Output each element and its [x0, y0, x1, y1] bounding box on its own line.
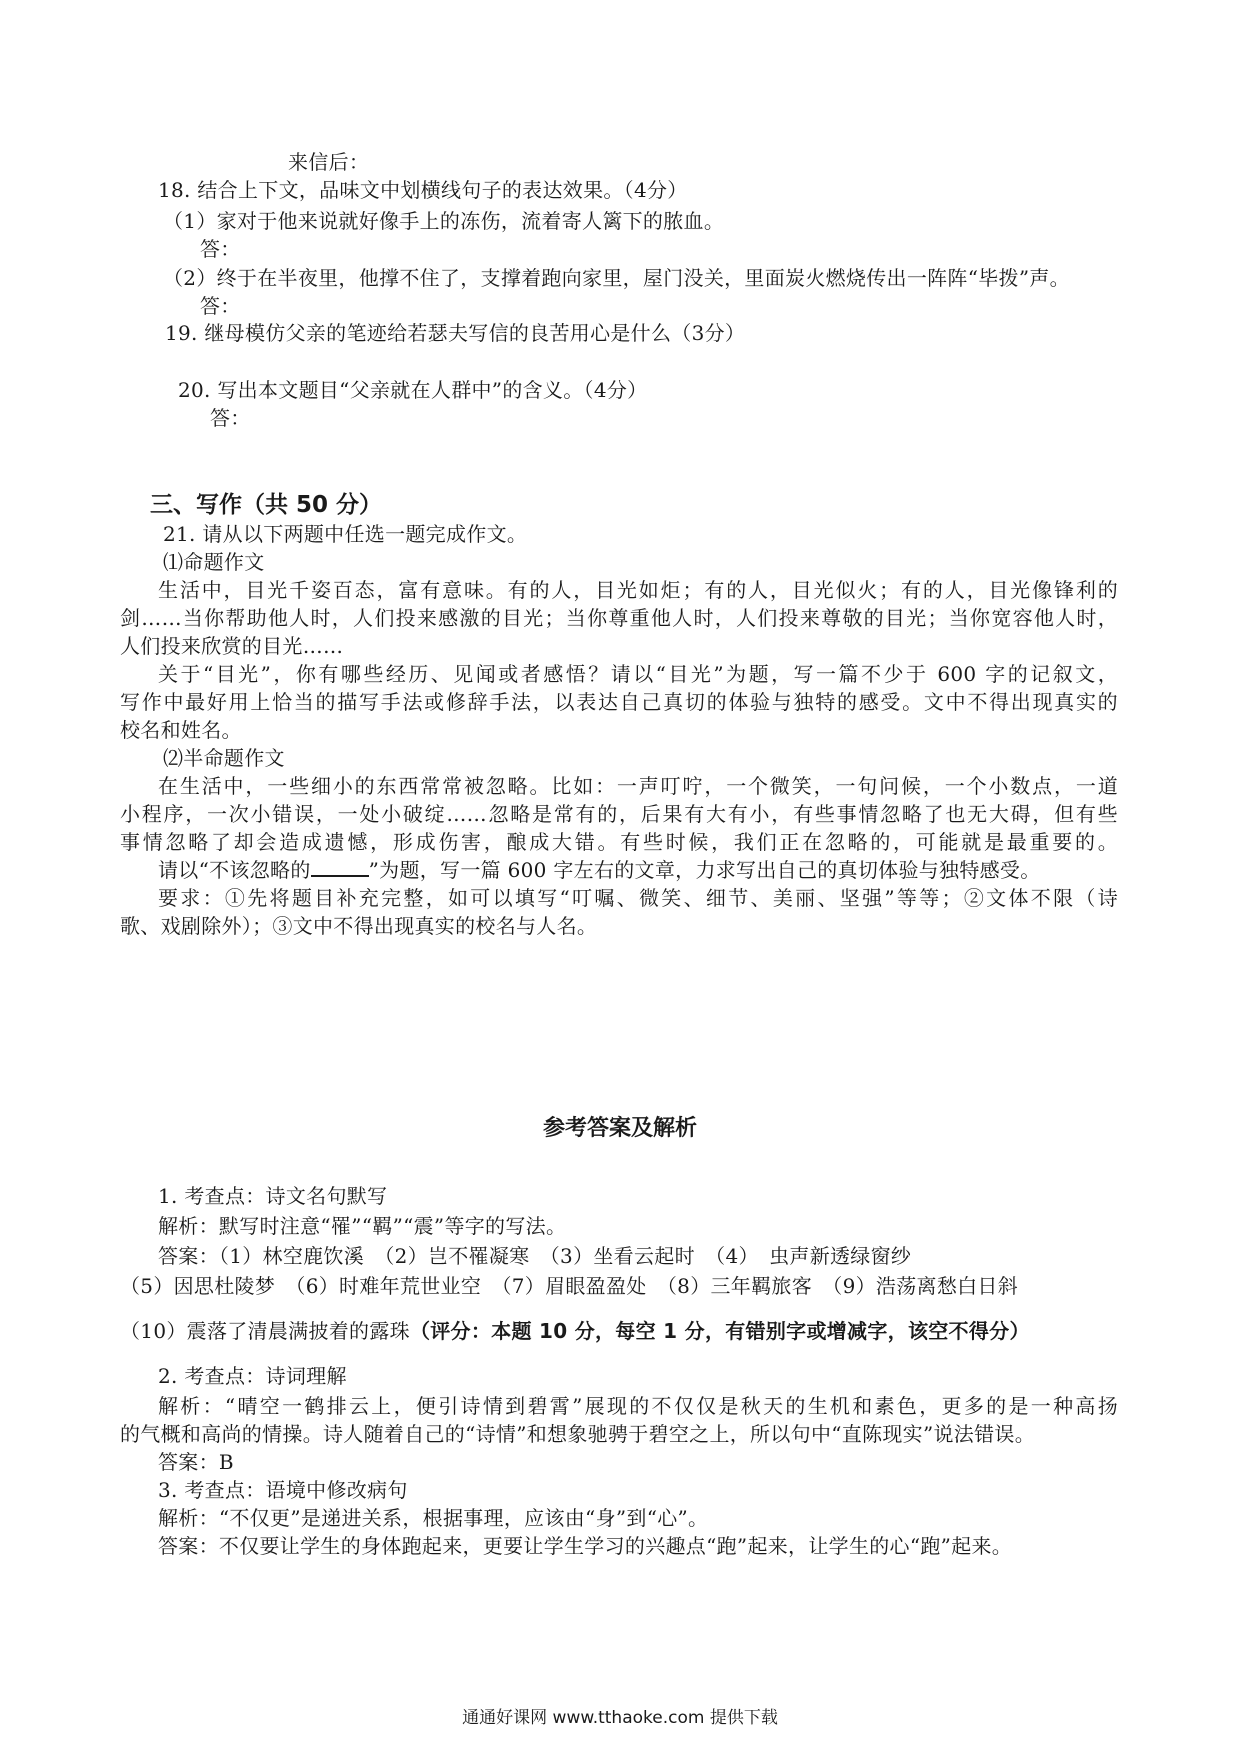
answer-2-point: 2. 考查点：诗词理解: [158, 1364, 347, 1388]
answer-1-line: [120, 1318, 1030, 1344]
footer-source: 通通好课网 www.tthaoke.com 提供下载: [462, 1708, 778, 1728]
line-lxh: 来信后：: [288, 150, 370, 174]
prompt-1-line: 生活中，目光千姿百态，富有意味。有的人，目光如炬；有的人，目光似火；有的人，目光像锋利的: [158, 578, 1118, 602]
requirement-line: 歌、戏剧除外）；③文中不得出现真实的校名与人名。: [120, 914, 598, 938]
answer-3-analysis: 解析：“不仅更”是递进关系，根据事理，应该由“身”到“心”。: [158, 1506, 709, 1530]
prompt-3-line: 在生活中，一些细小的东西常常被忽略。比如：一声叮咛，一个微笑，一句问候，一个小数点，一道: [158, 774, 1118, 798]
prompt-4-line: [158, 857, 1041, 883]
prompt-3-line: 小程序，一次小错误，一处小破绽……忽略是常有的，后果有大有小，有些事情忽略了也无大碍，但有些: [120, 802, 1118, 826]
prompt-2-line: 写作中最好用上恰当的描写手法或修辞手法，以表达自己真切的体验与独特的感受。文中不得出现真实的: [120, 690, 1118, 714]
answer-1-line-pre: （10）震落了清晨满披着的露珠: [120, 1319, 410, 1343]
answer-label: 答：: [200, 294, 241, 318]
fill-blank: [311, 857, 369, 877]
prompt-4-pre: 请以“不该忽略的: [158, 858, 311, 882]
requirement-line: 要求：①先将题目补充完整，如可以填写“叮嘱、微笑、细节、美丽、坚强”等等；②文体不限（诗: [158, 886, 1118, 910]
answer-2-analysis: 的气概和高尚的情操。诗人随着自己的“诗情”和想象驰骋于碧空之上，所以句中“直陈现实”说法错误。: [120, 1422, 1035, 1446]
prompt-3-line: 事情忽略了却会造成遗憾，形成伤害，酿成大错。有些时候，我们正在忽略的，可能就是最重要的。: [120, 830, 1118, 854]
prompt-1-line: 人们投来欣赏的目光……: [120, 634, 344, 658]
answer-1-line: 答案：（1）林空鹿饮溪 （2）岂不罹凝寒 （3）坐看云起时 （4） 虫声新透绿窗纱: [158, 1244, 912, 1268]
answer-label: 答：: [210, 406, 251, 430]
prompt-2-line: 关于“目光”，你有哪些经历、见闻或者感悟？请以“目光”为题，写一篇不少于 600 字的记叙文，: [158, 662, 1118, 686]
answer-2-answer: 答案：B: [158, 1450, 234, 1474]
question-18-title: 18. 结合上下文，品味文中划横线句子的表达效果。（4分）: [158, 178, 688, 202]
question-20: 20. 写出本文题目“父亲就在人群中”的含义。（4分）: [178, 378, 648, 402]
option-1-label: ⑴命题作文: [163, 550, 265, 574]
answer-3-point: 3. 考查点：语境中修改病句: [158, 1478, 408, 1502]
answers-title: 参考答案及解析: [542, 1116, 697, 1141]
prompt-4-post: ”为题，写一篇 600 字左右的文章，力求写出自己的真切体验与独特感受。: [368, 858, 1041, 882]
answer-3-answer: 答案：不仅要让学生的身体跑起来，更要让学生学习的兴趣点“跑”起来，让学生的心“跑”起来。: [158, 1534, 1013, 1558]
answer-1-point: 1. 考查点：诗文名句默写: [158, 1184, 388, 1208]
question-18-item-2: （2）终于在半夜里，他撑不住了，支撑着跑向家里，屋门没关，里面炭火燃烧传出一阵阵“毕拨”声。: [163, 266, 1070, 290]
answer-label: 答：: [200, 237, 241, 261]
answer-2-analysis: 解析：“晴空一鹤排云上，便引诗情到碧霄”展现的不仅仅是秋天的生机和素色，更多的是一种高扬: [158, 1394, 1118, 1418]
question-21: 21. 请从以下两题中任选一题完成作文。: [163, 522, 528, 546]
question-19: 19. 继母模仿父亲的笔迹给若瑟夫写信的良苦用心是什么（3分）: [165, 321, 746, 345]
option-2-label: ⑵半命题作文: [163, 746, 285, 770]
question-18-item-1: （1）家对于他来说就好像手上的冻伤，流着寄人篱下的脓血。: [163, 209, 725, 233]
scoring-note: （评分：本题 10 分，每空 1 分，有错别字或增减字，该空不得分）: [409, 1319, 1030, 1343]
answer-1-analysis: 解析：默写时注意“罹”“羁”“震”等字的写法。: [158, 1214, 567, 1238]
answer-1-line: （5）因思杜陵梦 （6）时难年荒世业空 （7）眉眼盈盈处 （8）三年羁旅客 （9）浩荡离愁白日斜: [120, 1274, 1019, 1298]
section-heading-writing: 三、写作（共 50 分）: [150, 492, 383, 518]
prompt-2-line: 校名和姓名。: [120, 718, 242, 742]
prompt-1-line: 剑……当你帮助他人时，人们投来感激的目光；当你尊重他人时，人们投来尊敬的目光；当你宽容他人时，: [120, 606, 1118, 630]
